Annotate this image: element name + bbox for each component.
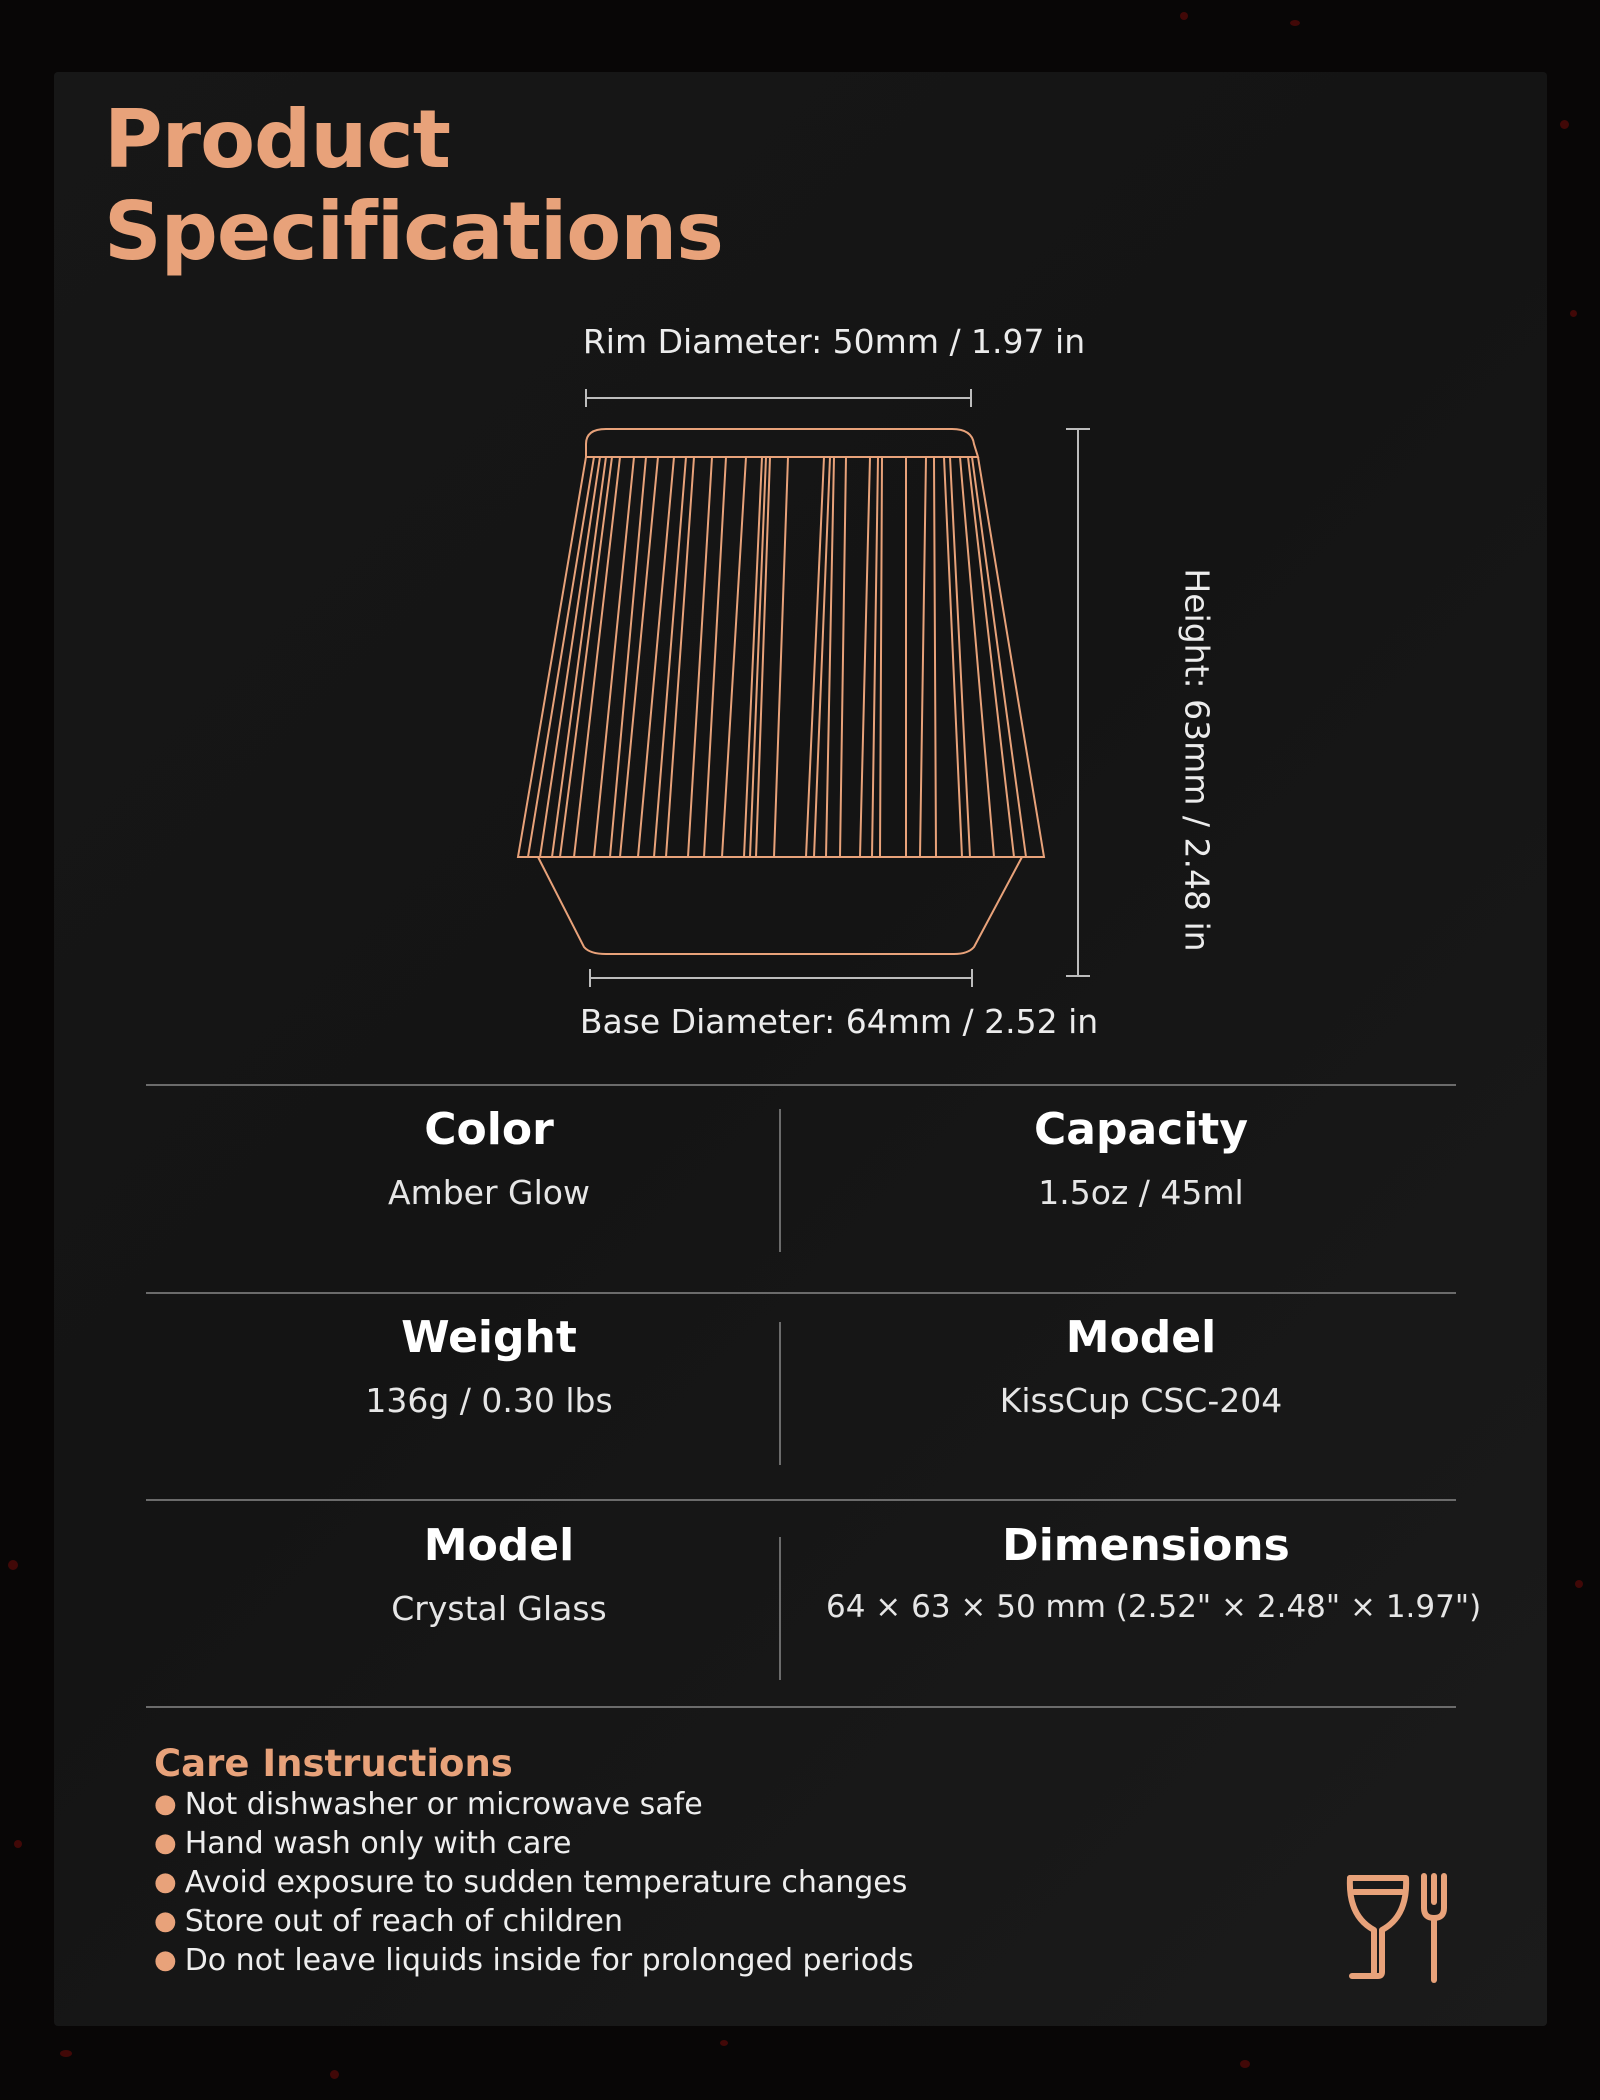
cup-outline [518, 429, 1044, 954]
care-item-text: Do not leave liquids inside for prolonged periods [184, 1943, 914, 1978]
spec-label: Model [423, 1520, 575, 1571]
spec-value: 64 × 63 × 50 mm (2.52" × 2.48" × 1.97") [826, 1589, 1482, 1625]
bg-speckle [1560, 120, 1569, 129]
base-dimension-line [590, 969, 972, 987]
glass-and-fork-icon [1344, 1872, 1454, 1984]
spec-label: Capacity [1033, 1104, 1249, 1155]
care-item [154, 1902, 914, 1941]
bullet-icon: ● [154, 1945, 177, 1975]
care-item [154, 1824, 914, 1863]
spec-value: 136g / 0.30 lbs [365, 1381, 613, 1420]
spec-label: Dimensions [1002, 1520, 1290, 1571]
bg-speckle [8, 1560, 18, 1570]
height-label: Height: 63mm / 2.48 in [1177, 568, 1217, 952]
bg-speckle [60, 2050, 72, 2057]
bg-speckle [1180, 12, 1188, 20]
bullet-icon: ● [154, 1906, 177, 1936]
spec-label: Color [424, 1104, 554, 1155]
bg-speckle [720, 2040, 728, 2046]
title-line-1: Product [104, 93, 450, 186]
title-line-2: Specifications [104, 185, 723, 278]
rim-diameter-label: Rim Diameter: 50mm / 1.97 in [582, 322, 1086, 361]
spec-capacity [826, 1104, 1456, 1212]
care-item-text: Not dishwasher or microwave safe [184, 1787, 703, 1822]
care-item-text: Store out of reach of children [184, 1904, 624, 1939]
spec-color [146, 1104, 832, 1212]
cup-diagram [54, 72, 1547, 1092]
bg-speckle [1240, 2060, 1250, 2068]
care-list [154, 1785, 914, 1980]
spec-divider [146, 1084, 1456, 1086]
care-item-text: Avoid exposure to sudden temperature changes [184, 1865, 908, 1900]
spec-weight [146, 1312, 832, 1420]
rim-dimension-line [586, 389, 971, 407]
spec-value: Crystal Glass [391, 1589, 607, 1628]
care-item-text: Hand wash only with care [184, 1826, 572, 1861]
care-heading: Care Instructions [154, 1742, 513, 1785]
spec-label: Weight [401, 1312, 577, 1363]
bullet-icon: ● [154, 1828, 177, 1858]
bg-speckle [1570, 310, 1577, 317]
bg-speckle [1575, 1580, 1583, 1588]
spec-value: KissCup CSC-204 [999, 1381, 1283, 1420]
spec-divider [146, 1499, 1456, 1501]
spec-card [54, 72, 1547, 2026]
bullet-icon: ● [154, 1789, 177, 1819]
base-diameter-label: Base Diameter: 64mm / 2.52 in [579, 1002, 1099, 1041]
care-item [154, 1785, 914, 1824]
spec-label: Model [1065, 1312, 1217, 1363]
bullet-icon: ● [154, 1867, 177, 1897]
spec-material [146, 1520, 852, 1628]
height-dimension-line [1066, 429, 1090, 976]
spec-model [826, 1312, 1456, 1420]
bg-speckle [1290, 20, 1300, 26]
spec-divider [146, 1706, 1456, 1708]
spec-value: 1.5oz / 45ml [1038, 1173, 1244, 1212]
spec-dimensions [826, 1520, 1482, 1625]
spec-divider [146, 1292, 1456, 1294]
bg-speckle [14, 1840, 22, 1848]
care-item [154, 1863, 914, 1902]
care-item [154, 1941, 914, 1980]
spec-value: Amber Glow [388, 1173, 590, 1212]
bg-speckle [330, 2070, 339, 2079]
